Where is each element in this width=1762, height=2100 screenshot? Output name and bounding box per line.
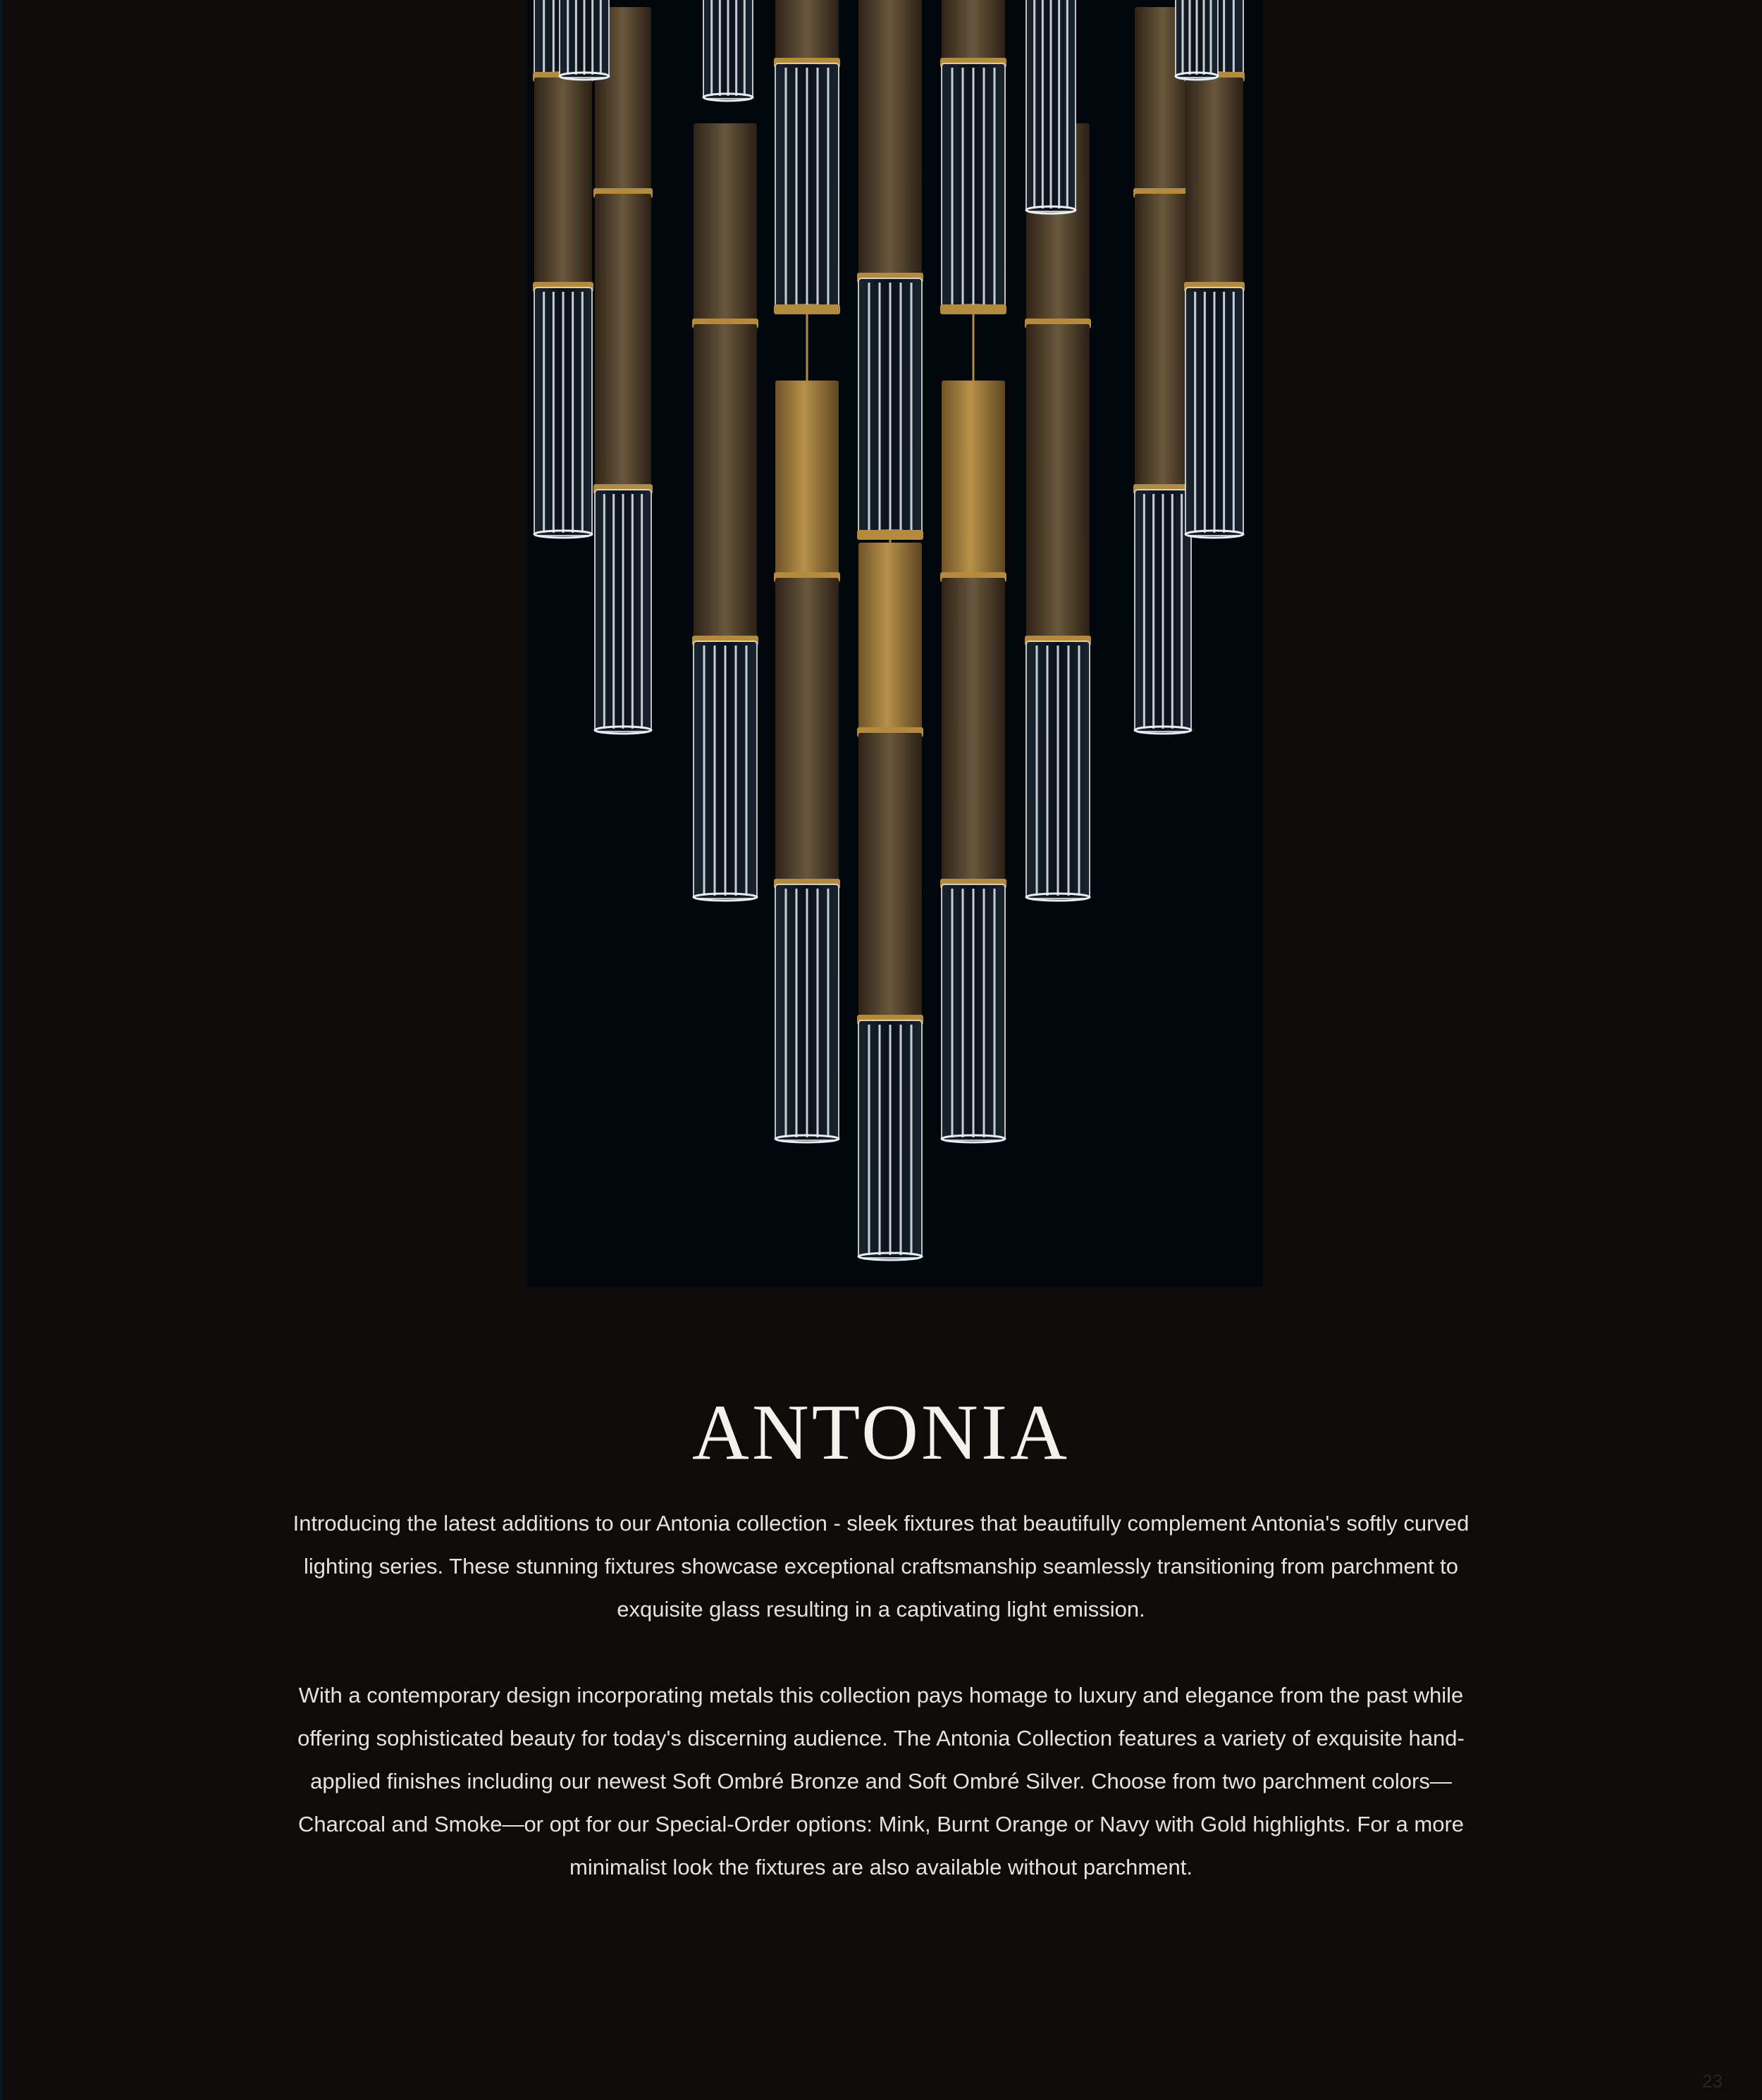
page-left-edge	[0, 0, 3, 2100]
parchment-sleeve	[858, 0, 922, 278]
parchment-sleeve	[775, 0, 839, 63]
parchment-sleeve	[595, 194, 651, 490]
brass-sleeve	[858, 543, 922, 733]
collection-title: ANTONIA	[691, 1389, 1071, 1476]
description-paragraph: With a contemporary design incorporating metals this collection pays homage to luxury and elegance from the past while offering sophisticated beauty for today's discerning audience. The Antonia Collection features a variety of exquisite hand-applied finishes including our newest Soft Ombré Bronze and Soft Ombré Silver. Choose from two parchment colors—Charcoal and Smoke—or opt for our Special-Order options: Mink, Burnt Orange or Navy with Gold highlights. For a more minimalist look the fixtures are also available without parchment.	[297, 1683, 1465, 1879]
parchment-sleeve	[1135, 194, 1191, 490]
parchment-sleeve	[1185, 78, 1243, 288]
parchment-sleeve	[942, 0, 1005, 63]
parchment-sleeve	[694, 123, 757, 324]
parchment-sleeve	[858, 733, 922, 1020]
page-number: 23	[1702, 2070, 1723, 2092]
brass-sleeve	[942, 381, 1005, 578]
brass-sleeve	[775, 381, 839, 578]
intro-paragraph: Introducing the latest additions to our Antonia collection - sleek fixtures that beautifully complement Antonia's softly curved lighting series. These stunning fixtures showcase exceptional craftsmanship seamlessly transitioning from parchment to exquisite glass resulting in a captivating light emission.	[292, 1511, 1470, 1622]
parchment-sleeve	[1026, 324, 1090, 641]
product-photo-antonia-chandelier	[527, 0, 1263, 1287]
chandelier-illustration	[527, 0, 1263, 1287]
parchment-sleeve	[942, 578, 1005, 884]
parchment-sleeve	[775, 578, 839, 884]
parchment-sleeve	[534, 78, 592, 288]
parchment-sleeve	[694, 324, 757, 641]
